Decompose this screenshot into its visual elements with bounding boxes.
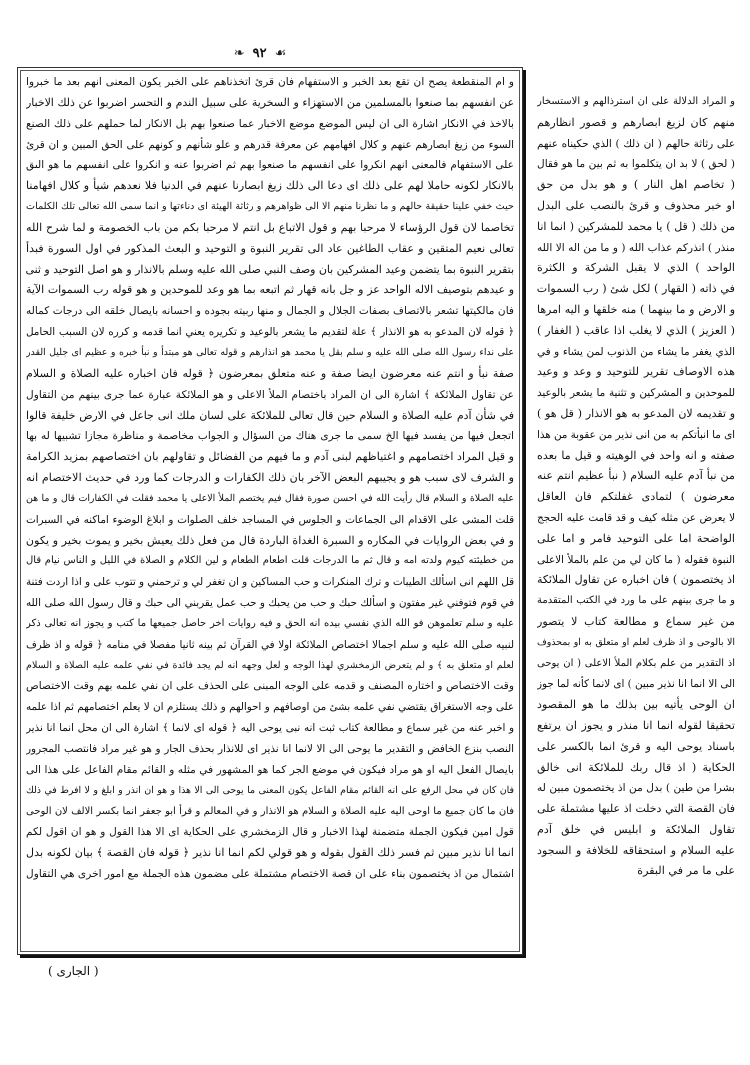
side-text-line: عليه السلام و استحقاقه للخلافة و السجود <box>537 843 735 857</box>
main-text-line: بالانكار لكونه حاملا لهم على ذلك اى دعا الى ذلك زيغ ابصارنا عنهم في الدنيا فلا نعدهم شيأ و كلال افهامنا <box>26 179 514 193</box>
side-text-line: من ذلك ( قل ) يا محمد للمشركين ( انما انا <box>537 219 735 233</box>
ornament-left-icon: ❧ <box>233 45 245 61</box>
side-text-line: في ذاته ( القهار ) لكل شئ ( رب السموات <box>537 282 735 296</box>
main-text-line: قول امين فيكون الجملة متضمنة لهذا الاخبار و قال الزمخشري على الحكاية اى الا هذا القول و هو ان اقول لكم <box>26 826 514 839</box>
side-text-line: من غير سماع و مطالعة كتاب لا يتصور <box>537 614 735 628</box>
main-text-line: بايصال الفعل اليه او هو مراد فيكون في موضع الجر كما هو المشهور في مثله و القائم مقام الفاعل على هذا الى <box>26 763 514 776</box>
side-text-line: الحكاية ( اذ قال ربك للملائكة انى خالق <box>537 760 735 774</box>
side-text-line: معرضون ) لتمادى غفلتكم فان العاقل <box>537 490 735 504</box>
main-text-line: على وجه الاستغراق يقتضي نفي علمه بشئ من اوصافهم و احوالهم و ذلك يستلزم ان لا يعلم اختصامهم ثم اذا علمه <box>26 701 514 714</box>
main-text-line: اشتمال من اذ يختصمون بناء على ان قصة الاختصام مشتملة على مضمون هذه الجملة مع امور اخرى هي التقاول <box>26 868 514 881</box>
side-text-line: على ما مر في البقرة <box>637 864 735 878</box>
main-text-frame <box>17 67 523 955</box>
main-text-line: النصب بنزع الخافض و التقدير ما يوحى الى الا لانما انا نذير اى للانذار بحذف الجار و هو غير مراد فانتصب المجرور <box>26 743 514 755</box>
side-text-line: هذه الاوصاف تقرير للتوحيد و وعد و وعيد <box>537 365 735 379</box>
main-text-line: لنبيه صلى الله عليه و سلم اجمالا اختصاص الملائكة اولا في القرآن ثم بينه ثانيا مفصلا في منامه ﴿ قوله و اذ ظرف <box>26 638 514 651</box>
side-text-line: و الارض و ما بينهما ) منه خلقها و اليه امرها <box>537 302 735 316</box>
side-text-line: منهم كان لزيغ ابصارهم و قصور انظارهم <box>537 115 735 129</box>
side-text-line: الواحد ) الذي لا يقبل الشركة و الكثرة <box>537 261 735 275</box>
side-text-line: ( تخاصم اهل النار ) و هو بدل من حق <box>537 178 735 192</box>
main-text-line: و عيدهم بتوصيف الاله الواحد عز و جل بانه قهار ثم اتبعه بما هو وعد للموحدين و هو قوله رب السموات الآية <box>26 283 514 297</box>
main-text-line: بتقرير النبوة بما يتضمن وعيد المشركين بان وصف النبي صلى الله عليه وسلم بالانذار و هو اصل التوحيد و ثنى <box>26 262 514 276</box>
main-text-line: حيث خفي علينا حقيقة حالهم و ما نظرنا منهم الا الى ظواهرهم و رثاثة الهيئة اى دناءتها و انما سمى الله تعالى تلك الكلمات <box>26 201 514 213</box>
side-text-line: فان القصة التي دخلت اذ عليها مشتملة على <box>537 802 735 816</box>
side-text-line: على رثاثة حالهم ( ان ذلك ) الذي حكيناه عنهم <box>537 137 735 150</box>
main-text-line: من خطيئته كيوم ولدته امه و قال ثم ما الدرجات قلت اطعام الطعام و لين الكلام و الصلاة في الليل و الناس نيام قال <box>26 555 514 567</box>
main-text-line: على نداء رسول الله صلى الله عليه و سلم بقل يا محمد هو انذارهم و قوله تعالى هو مبتدأ و نبأ خبره و عظيم اى جليل القدر <box>26 346 514 358</box>
side-text-line: بشرا من طين ) بدل من اذ يختصمون مبين له <box>537 782 735 795</box>
main-text-line: ﴿ قوله لان المدعو به هو الانذار ﴾ علة لتقديم ما يشعر بالوعيد و تكريره يعني انما قدمه و كرره لان السبب الحامل <box>26 326 514 339</box>
main-text-line: فان مالكيتها تشعر بالاتصاف بصفات الجلال و الجمال و منها ربيته بجوده و احسانه بايصال خلقه الى درجات كماله <box>26 305 514 318</box>
side-text-line: او خبر محذوف و قرئ بالنصب على البدل <box>537 198 735 212</box>
side-text-line: الواضحة اما على التوحيد فامر و اما على <box>537 531 735 545</box>
main-text-line: لعلم او متعلق به ﴾ و لم يتعرض الزمخشري لهذا الوجه و لعل وجهه انه لم يجد فائدة في نفي علمه عليه الصلاة و السلام <box>26 659 514 671</box>
side-text-line: للموحدين و المشركين و تثنية ما يشعر بالوعيد <box>537 387 735 400</box>
side-text-line: ( العزيز ) الذي لا يغلب اذا عاقب ( الغفار ) <box>537 323 735 337</box>
ornament-right-icon: ☙ <box>274 45 287 61</box>
main-text-line: و قيل المراد اختصامهم و اغتياظهم لبنى آدم و ما فيهم من الفضائل و تقاولهم بان اختصاصهم بمزيد الكرامة <box>26 450 514 464</box>
main-text-line: عليه و سلم تعلموهن فو الله الذي نفسي بيده انه الحق و فيه روايات اخر حاصل جميعها ما كتب و يجوز انه تعالى ذكر <box>26 617 514 629</box>
main-text-line: و اخبر عنه من غير سماع و مطالعة كتاب ثبت انه نبى يوحى اليه ﴿ قوله اى لانما ﴾ اشارة الى ان محل انما انا نذير <box>26 722 514 735</box>
main-text-line: في شأن آدم عليه الصلاة و السلام حين قال تعالى للملائكة على لسان ملك انى جاعل في الارض خليفة قالوا <box>26 408 514 422</box>
main-text-line: تعالى نعيم المتقين و عقاب الطاغين عاد الى تقرير النبوة و التوحيد و البعث المذكور في اول السورة فبدأ <box>26 241 514 255</box>
side-text-line: الا بالوحى و اذ ظرف لعلم او متعلق به او بمحذوف <box>537 636 735 648</box>
main-text-line: اتجعل فيها من يفسد فيها الخ سمى ما جرى هناك من السؤال و الجواب مخاصمة و مناظرة مجازا تشبيها له بها <box>26 430 514 443</box>
main-text-line: صفة نبأ و انتم عنه معرضون ايضا صفة و عنه متعلق بمعرضون ﴿ قوله فان اخباره عليه الصلاة و السلام <box>26 366 514 380</box>
side-text-line: النبوة فقوله ( ما كان لي من علم بالملأ الاعلى <box>537 553 735 566</box>
side-text-line: منذر ) انذركم عذاب الله ( و ما من اله الا الله <box>537 241 735 254</box>
side-column <box>537 92 735 882</box>
main-text-line: تخاصما لان قول الرؤساء لا مرحبا بهم و قول الاتباع بل انتم لا مرحبا بكم من باب الخصومة و لما شرح الله <box>26 220 514 234</box>
side-text-line: تقاول الملائكة و ابليس في خلق آدم <box>537 822 735 836</box>
main-text-line: انما انا نذير مبين ثم فسر ذلك القول بقوله و هو قولي لكم انما انا نذير ﴿ قوله فان القصة ﴾ بيان لكونه بدل <box>26 846 514 860</box>
main-text-line: عن انفسهم بما صنعوا بالمسلمين من الاستهزاء و السخرية على سبيل الندم و التحسر اضربوا عن ذلك الاخبار <box>26 95 514 109</box>
main-text-line: و الشرف لاى سبب هو و يجيبهم البعض الآخر بان ذلك الكفارات و الدرجات كما ورد في حديث الاختصام انه <box>26 471 514 485</box>
main-text-line: قلت المشى على الاقدام الى الجماعات و الجلوس في المساجد خلف الصلوات و ابلاغ الوضوء اماكنه في السبرات <box>26 513 514 526</box>
side-text-line: و ما جرى بينهم على ما ورد في الكتب المتقدمة <box>537 595 735 607</box>
side-text-line: صفته و انه واحد في الوهيته و قيل ما بعده <box>537 448 735 462</box>
side-text-line: ان الوحى يأتيه بين بذلك ما هو المقصود <box>537 698 735 712</box>
main-text-line: عليه الصلاة و السلام قال رأيت الله في احسن صورة فقال فيم يختصم الملأ الاعلى يا محمد فقلت في الكفارات قال و ما هن <box>26 492 514 504</box>
main-text-line: بالاخذ في الانكار اشارة الى ان ليس الموضع موضع الاخبار عما صنعوا بهم بل الانكار لما حملهم على ذلك الصنع <box>26 117 514 130</box>
side-text-line: تحقيقا لقوله انما انا منذر و يجوز ان يرتفع <box>537 718 735 732</box>
side-text-line: اذ التقدير من علم بكلام الملأ الاعلى ( ان يوحى <box>537 657 735 669</box>
side-text-line: لا يعرض عن مثله كيف و قد قامت عليه الحجج <box>537 511 735 524</box>
side-text-line: اذ يختصمون ) فان اخباره عن تقاول الملائكة <box>537 573 735 587</box>
main-text-line: قل اللهم انى اسألك الطيبات و ترك المنكرات و حب المساكين و ان تغفر لي و ترحمني و تتوب على و اذا اردت فتنة <box>26 576 514 589</box>
main-text-line: فان كان في محل الرفع على انه القائم مقام الفاعل يكون المعنى ما يوحى الى الا هذا و هو ان انذر و ابلغ و لا افرط في ذلك <box>26 784 514 796</box>
page-header <box>160 42 360 64</box>
main-text-line: فان ما كان جميع ما اوحى اليه عليه الصلاة و السلام هو الانذار و في المعالم و قرأ ابو جعفر انما بكسر الالف لان الوحى <box>26 805 514 817</box>
main-text-line: على الاستفهام فالمعنى انهم انكروا على انفسهم ما صنعوا بهم ثم اضربوا عنه و انكروا على انفسهم ما هو الىق <box>26 159 514 172</box>
side-text-line: اى ما انبأتكم به من انى نذير من عقوبة من هذا <box>537 428 735 441</box>
main-text-line: عن تقاول الملائكة ﴾ اشارة الى ان المراد باختصام الملأ الاعلى و هو الملائكة عبارة عما جرى بينهم من التقاول <box>26 388 514 401</box>
main-text-line: وقت الاختصاص و اختاره المصنف و قدمه على الوجه المبنى على الحذف على ان نفي علمه بهم وقت الاختصاص <box>26 680 514 693</box>
page-number: ٩٢ <box>252 45 267 61</box>
side-text-line: ( لحق ) لا بد ان يتكلموا به ثم بين ما هو فقال <box>537 158 735 171</box>
side-text-line: الذي يغفر ما يشاء من الذنوب لمن يشاء و في <box>537 345 735 358</box>
side-text-line: باسناد يوحى اليه و قرئ انما بالكسر على <box>537 739 735 753</box>
catchword-footer: ( الجارى ) <box>48 964 99 978</box>
side-text-line: و تقديمه لان المدعو به هو الانذار ( قل هو ) <box>537 406 735 420</box>
side-text-line: و المراد الدلالة على ان استرذالهم و الاستسخار <box>537 96 735 107</box>
main-text-line: في قوم فتوفني غير مفتون و اسألك حبك و حب من يحبك و حب عمل يقربني الى حبك و قال رسول الله صلى الله <box>26 597 514 610</box>
side-text-line: من نبأ آدم عليه السلام ( نبأ عظيم انتم عنه <box>537 469 735 483</box>
main-text-line: و ام المنقطعة يصح ان تقع بعد الخبر و الاستفهام فان قرئ اتخذناهم على الخبر يكون المعنى انهم بعد ما خبروا <box>26 76 514 88</box>
main-text-line: و في بعض الروايات في المكاره و السبرة الغداة الباردة قال من فعل ذلك يعيش بخير و يموت بخير و يكون <box>26 533 514 547</box>
side-text-line: الى الا انما انا نذير مبين ) اى لانما كأنه لما جوز <box>537 678 735 691</box>
main-text-line: السوء من زيغ ابصارهم عنهم و كلال افهامهم عن معرفة قدرهم و علو شأنهم و كونهم على الحق المبين و ان قرئ <box>26 138 514 151</box>
